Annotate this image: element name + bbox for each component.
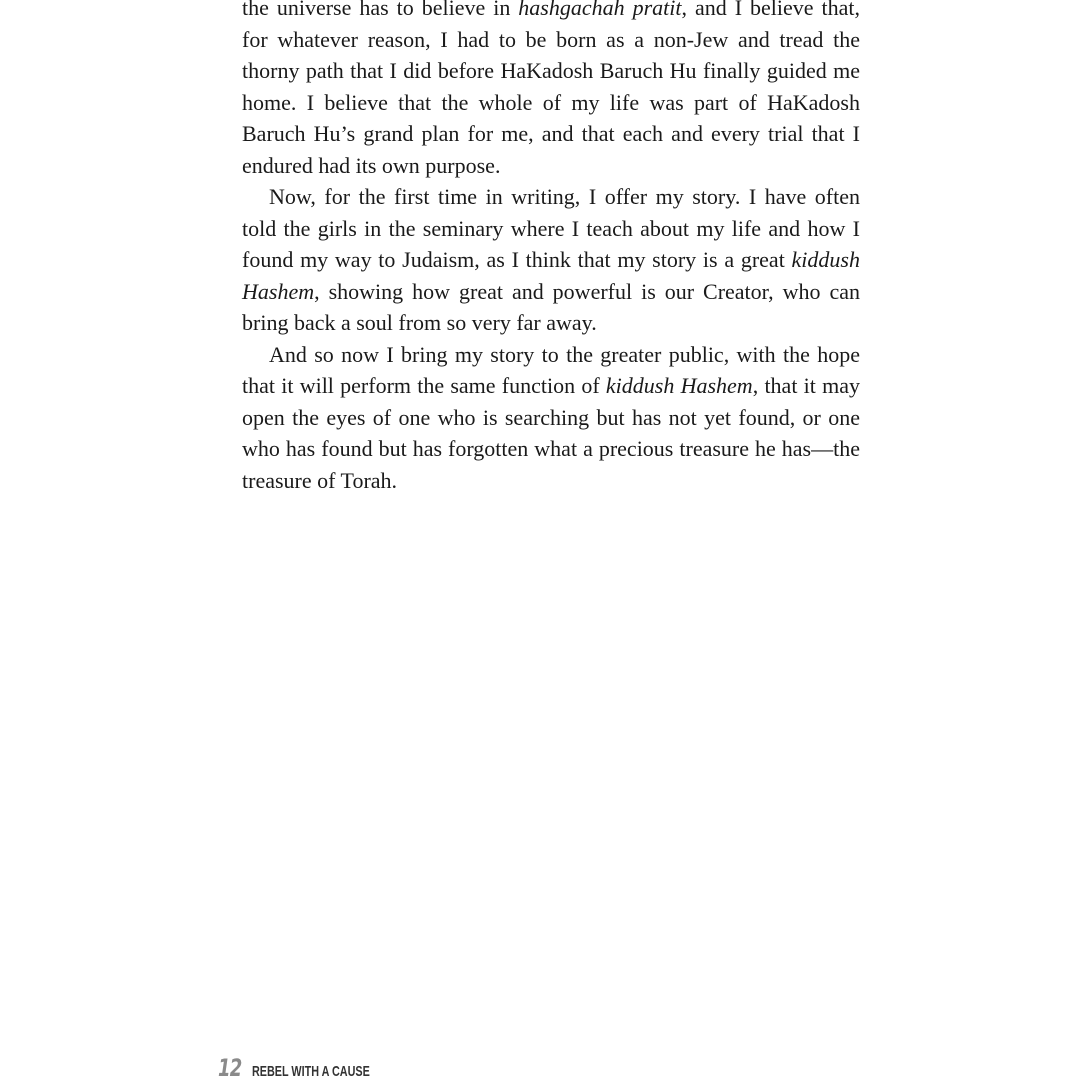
paragraph-3-italic: kiddush Hashem	[605, 373, 753, 398]
body-text	[242, 0, 860, 496]
paragraph-2-text-a: Now, for the first time in writing, I offer my story. I have often told the girls in the seminary where I teach about my life and how I found my way to Judaism, as I think that my story is a great	[242, 184, 860, 272]
paragraph-2	[242, 181, 860, 339]
paragraph-2-text-b: , showing how great and powerful is our Creator, who can bring back a soul from so very far away.	[242, 278, 860, 335]
running-head: REBEL WITH A CAUSE	[252, 1063, 371, 1080]
paragraph-1-text-a: the universe has to believe in	[242, 0, 519, 20]
paragraph-1	[242, 0, 860, 181]
paragraph-1-italic: hashgachah pratit	[518, 0, 682, 20]
paragraph-3-text-b: , that it may open the eyes of one who is searching but has not yet found, or one who has found but has forgotten what a precious treasure he has—the treasure of Torah.	[242, 373, 861, 493]
paragraph-1-text-b: , and I believe that, for whatever reason, I had to be born as a non-Jew and tread the thorny path that I did before HaKadosh Baruch Hu finally guided me home. I believe that the whole of my life was part of HaKadosh Baruch Hu’s grand plan for me, and that each and every trial that I endured had its own purpose.	[242, 0, 860, 178]
paragraph-2-italic: kiddush Hashem	[242, 247, 860, 304]
page-number: 12	[218, 1054, 242, 1082]
paragraph-3-text-a: And so now I bring my story to the greater public, with the hope that it will perform the same function of	[242, 341, 860, 398]
paragraph-3	[242, 339, 860, 497]
page-footer	[218, 1054, 416, 1080]
